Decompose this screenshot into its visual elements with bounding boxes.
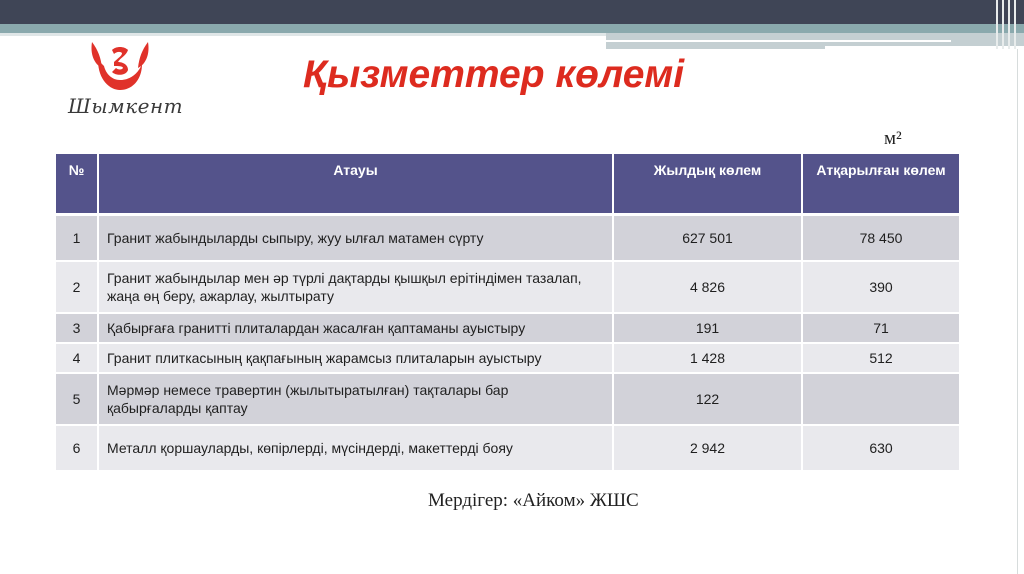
row-number: 1 [56, 215, 98, 261]
header-completed-volume: Атқарылған көлем [802, 154, 960, 215]
row-name: Металл қоршауларды, көпірлерді, мүсіндерді, макеттерді бояу [98, 425, 613, 471]
row-completed-volume: 630 [802, 425, 960, 471]
table-header-row [56, 154, 960, 215]
row-completed-volume: 512 [802, 343, 960, 373]
contractor-label: Мердігер: «Айком» ЖШС [428, 490, 639, 511]
row-name: Гранит жабындылар мен әр түрлі дақтарды қышқыл ерітіндімен тазалап, жаңа өң беру, ажарлау, жылтырату [98, 261, 613, 313]
table-row [56, 373, 960, 425]
top-banner-dark [0, 0, 1024, 24]
services-volume-table [56, 154, 961, 472]
row-annual-volume: 2 942 [613, 425, 802, 471]
top-banner-thin-line [0, 33, 606, 36]
table-row [56, 261, 960, 313]
row-number: 4 [56, 343, 98, 373]
row-name: Қабырғаға гранитті плиталардан жасалған қаптаманы ауыстыру [98, 313, 613, 343]
shymkent-emblem-icon [68, 38, 172, 94]
row-completed-volume: 71 [802, 313, 960, 343]
logo-wordmark: Шымкент [68, 94, 184, 118]
row-name: Мәрмәр немесе травертин (жылытыратылған) тақталары бар қабырғаларды қаптау [98, 373, 613, 425]
table-row [56, 215, 960, 261]
row-completed-volume: 390 [802, 261, 960, 313]
row-number: 2 [56, 261, 98, 313]
top-banner-white-line [606, 40, 951, 42]
header-annual-volume: Жылдық көлем [613, 154, 802, 215]
row-completed-volume: 78 450 [802, 215, 960, 261]
row-number: 5 [56, 373, 98, 425]
row-annual-volume: 122 [613, 373, 802, 425]
row-number: 6 [56, 425, 98, 471]
city-logo [68, 38, 184, 130]
row-number: 3 [56, 313, 98, 343]
top-banner-teal [0, 24, 1024, 33]
row-annual-volume: 1 428 [613, 343, 802, 373]
right-edge-line [1017, 49, 1018, 574]
row-name: Гранит жабындыларды сыпыру, жуу ылғал матамен сүрту [98, 215, 613, 261]
unit-label: м² [884, 128, 902, 149]
table-row [56, 425, 960, 471]
table-row [56, 343, 960, 373]
row-name: Гранит плиткасының қақпағының жарамсыз плиталарын ауыстыру [98, 343, 613, 373]
row-annual-volume: 627 501 [613, 215, 802, 261]
row-completed-volume [802, 373, 960, 425]
header-number: № [56, 154, 98, 215]
slide-title: Қызметтер көлемі [303, 53, 685, 96]
top-banner-vertical-stripes [994, 0, 1024, 49]
header-name: Атауы [98, 154, 613, 215]
row-annual-volume: 191 [613, 313, 802, 343]
table-row [56, 313, 960, 343]
row-annual-volume: 4 826 [613, 261, 802, 313]
